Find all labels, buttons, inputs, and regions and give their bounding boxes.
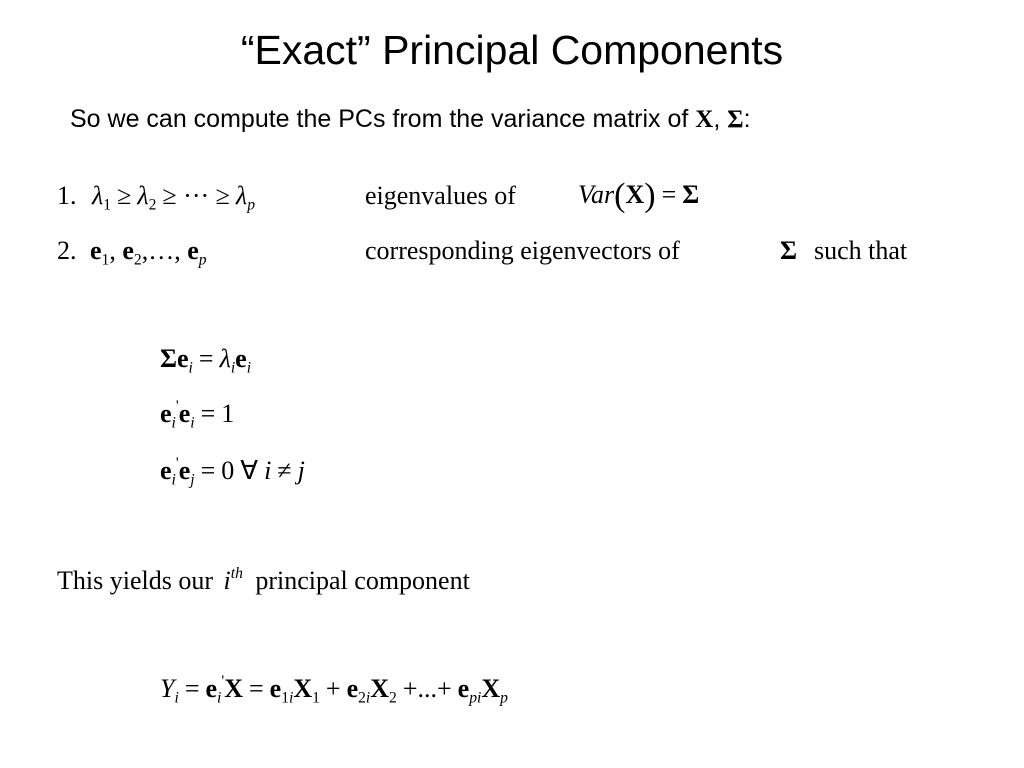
eigenvalue-ordering: $\lambda_1 \ge \lambda_2$ ≥ ··· ≥ $\lambda_p$ <box>92 181 255 214</box>
subtitle-comma: , <box>713 105 728 133</box>
eigen-equation: $\Sigma e_i = \lambda_ie_i$ <box>160 344 252 377</box>
item-1-number: 1. <box>57 181 77 210</box>
subtitle-x-symbol: X <box>695 106 714 133</box>
subtitle <box>70 104 751 135</box>
conclusion-line: This yields our $i^{th}$ principal component <box>57 565 470 595</box>
item-2-number: 2. <box>57 236 77 265</box>
item-1-description: eigenvalues of <box>365 181 516 210</box>
orthogonality-equation: $e_i'e_j = 0$ ∀ i ≠ j <box>160 455 305 489</box>
slide-title: “Exact” Principal Components <box>240 27 784 73</box>
item-2-description: corresponding eigenvectors of <box>365 236 680 265</box>
subtitle-text: So we can compute the PCs from the variance matrix of <box>70 105 696 133</box>
normalization-equation: $e_i'e_i = 1$ <box>160 398 235 432</box>
subtitle-sigma-symbol: Σ <box>727 106 744 133</box>
conclusion-prefix: This yields our <box>57 566 213 595</box>
principal-component-equation: $Y_i = e_i'X = e_{1i}X_1 + e_{2i}X_2$ +...+ $e_{pi}X_p$ <box>160 673 508 707</box>
conclusion-suffix: principal component <box>255 566 470 595</box>
item-2-suffix: such that <box>814 236 908 265</box>
item-2-sigma: Σ <box>780 236 797 265</box>
variance-equation: Var(X) = Σ <box>578 177 700 214</box>
var-word: Var <box>578 180 615 209</box>
eigenvector-list: $e_1$, $e_2,\dots$, $e_p$ <box>90 236 207 269</box>
subtitle-colon: : <box>743 105 751 133</box>
